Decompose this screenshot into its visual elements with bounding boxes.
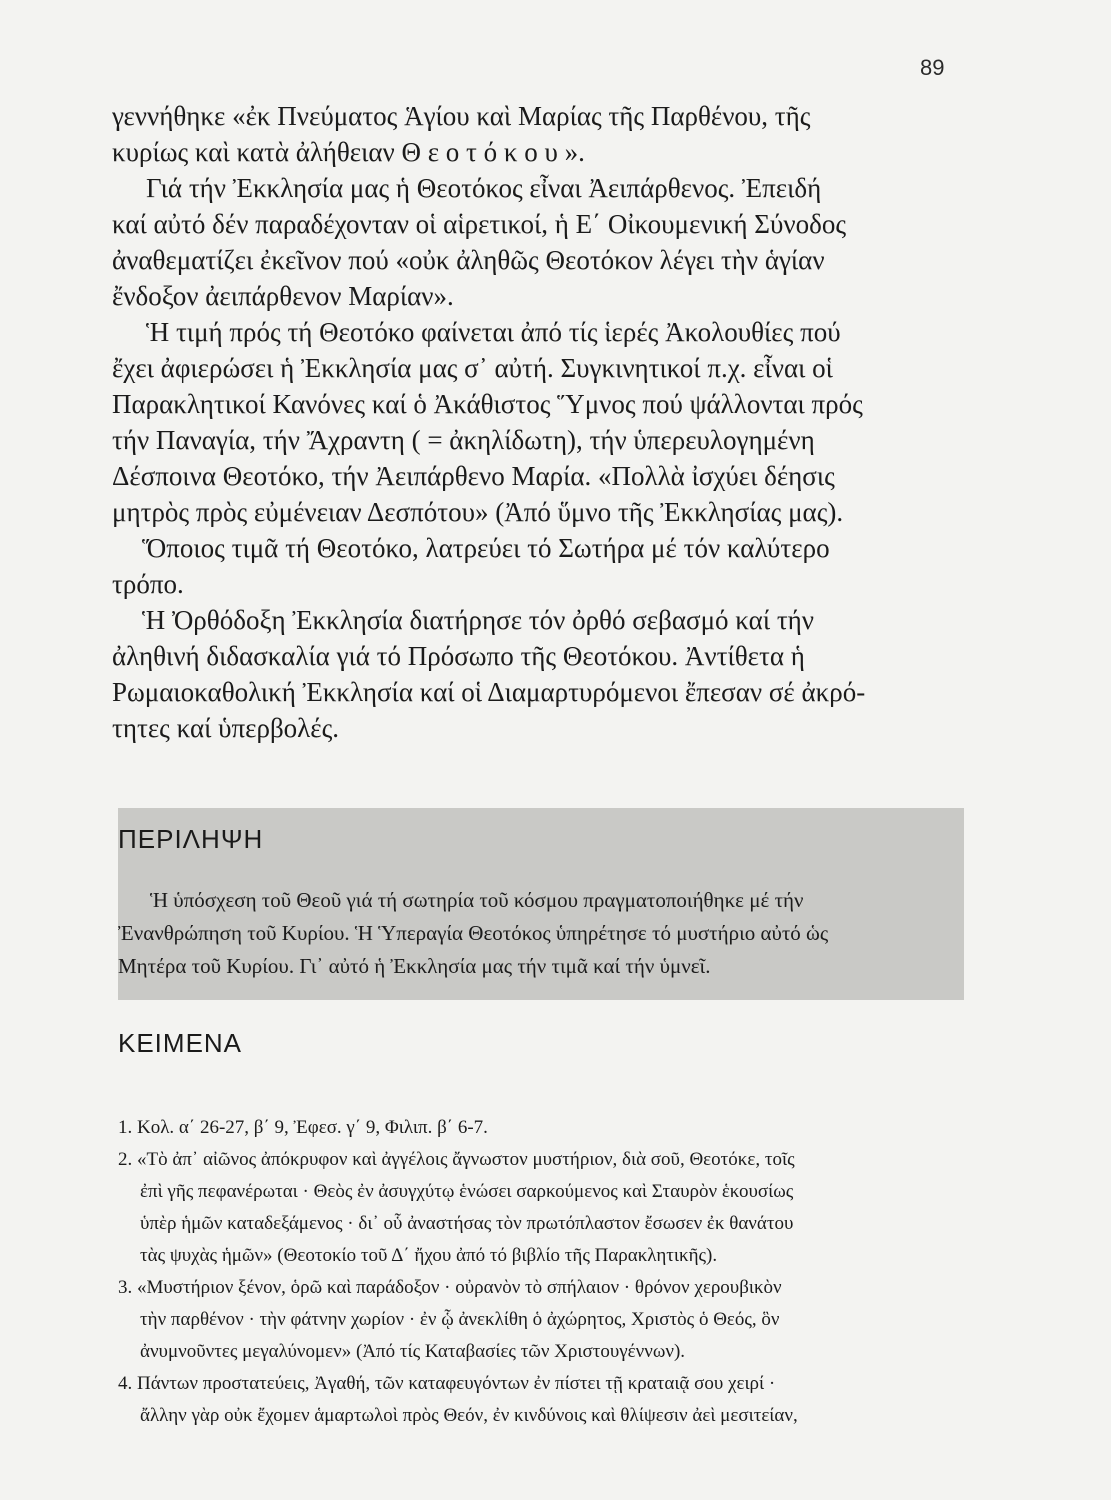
body-line: ἔχει ἀφιερώσει ἡ Ἐκκλησία μας σ᾿ αὐτή. Συγκινητικοί π.χ. εἶναι οἱ xyxy=(112,353,833,383)
summary-line: Ἐνανθρώπηση τοῦ Κυρίου. Ἡ Ὑπεραγία Θεοτόκος ὑπηρέτησε τό μυστήριο αὐτό ὡς xyxy=(118,921,829,945)
texts-list xyxy=(118,1112,968,1432)
note-line: ἐπὶ γῆς πεφανέρωται · Θεὸς ἐν ἀσυγχύτῳ ἑνώσει σαρκούμενος καὶ Σταυρὸν ἑκουσίως xyxy=(140,1181,794,1202)
note-line: 2. «Τὸ ἀπ᾿ αἰῶνος ἀπόκρυφον καὶ ἀγγέλοις ἄγνωστον μυστήριον, διὰ σοῦ, Θεοτόκε, τοῖς xyxy=(118,1149,795,1170)
note-line: 4. Πάντων προστατεύεις, Ἀγαθή, τῶν καταφευγόντων ἐν πίστει τῇ κραταιᾷ σου χειρί · xyxy=(118,1373,776,1394)
body-line: Ἡ Ὀρθόδοξη Ἐκκλησία διατήρησε τόν ὀρθό σεβασμό καί τήν xyxy=(142,605,815,635)
body-line: καί αὐτό δέν παραδέχονταν οἱ αἱρετικοί, ἡ Ε΄ Οἰκουμενική Σύνοδος xyxy=(112,209,847,239)
page-number: 89 xyxy=(920,55,945,80)
note-line: 3. «Μυστήριον ξένον, ὁρῶ καὶ παράδοξον · οὐρανὸν τὸ σπήλαιον · θρόνον χερουβικὸν xyxy=(118,1277,782,1298)
body-line: κυρίως καὶ κατὰ ἀλήθειαν Θ ε ο τ ό κ ο υ ». xyxy=(112,137,585,167)
summary-text xyxy=(118,884,964,983)
body-line: γεννήθηκε «ἐκ Πνεύματος Ἁγίου καὶ Μαρίας τῆς Παρθένου, τῆς xyxy=(112,101,811,131)
body-line: ἀληθινή διδασκαλία γιά τό Πρόσωπο τῆς Θεοτόκου. Ἀντίθετα ἡ xyxy=(112,641,805,671)
body-line: Ὅποιος τιμᾶ τή Θεοτόκο, λατρεύει τό Σωτήρα μέ τόν καλύτερο xyxy=(142,533,830,563)
body-text xyxy=(112,98,962,746)
note-line: τὰς ψυχὰς ἡμῶν» (Θεοτοκίο τοῦ Δ΄ ἤχου ἀπό τό βιβλίο τῆς Παρακλητικῆς). xyxy=(140,1245,718,1266)
body-line: ἔνδοξον ἀειπάρθενον Μαρίαν». xyxy=(112,281,454,311)
body-line: τητες καί ὑπερβολές. xyxy=(112,713,340,743)
summary-title: ΠΕΡΙΛΗΨΗ xyxy=(118,824,264,854)
summary-line: Μητέρα τοῦ Κυρίου. Γι᾿ αὐτό ἡ Ἐκκλησία μας τήν τιμᾶ καί τήν ὑμνεῖ. xyxy=(118,954,711,978)
summary-box xyxy=(118,808,964,1000)
body-line: Παρακλητικοί Κανόνες καί ὁ Ἀκάθιστος Ὕμνος πού ψάλλονται πρός xyxy=(112,389,863,419)
body-line: τήν Παναγία, τήν Ἄχραντη ( = ἀκηλίδωτη), τήν ὑπερευλογημένη xyxy=(112,425,815,455)
body-line: τρόπο. xyxy=(112,569,184,599)
note-line: 1. Κολ. α΄ 26-27, β΄ 9, Ἐφεσ. γ΄ 9, Φιλιπ. β΄ 6-7. xyxy=(118,1117,488,1138)
body-line: Ρωμαιοκαθολική Ἐκκλησία καί οἱ Διαμαρτυρόμενοι ἔπεσαν σέ ἀκρό- xyxy=(112,677,866,707)
note-line: ὑπὲρ ἡμῶν καταδεξάμενος · δι᾿ οὗ ἀναστήσας τὸν πρωτόπλαστον ἔσωσεν ἐκ θανάτου xyxy=(140,1213,794,1234)
texts-title: ΚΕΙΜΕΝΑ xyxy=(118,1028,243,1058)
body-line: Δέσποινα Θεοτόκο, τήν Ἀειπάρθενο Μαρία. «Πολλὰ ἰσχύει δέησις xyxy=(112,461,835,491)
summary-line: Ἡ ὑπόσχεση τοῦ Θεοῦ γιά τή σωτηρία τοῦ κόσμου πραγματοποιήθηκε μέ τήν xyxy=(150,888,804,912)
note-line: ἄλλην γὰρ οὐκ ἔχομεν ἁμαρτωλοὶ πρὸς Θεόν, ἐν κινδύνοις καὶ θλίψεσιν ἀεὶ μεσιτείαν, xyxy=(140,1405,798,1426)
note-line: τὴν παρθένον · τὴν φάτνην χωρίον · ἐν ᾧ ἀνεκλίθη ὁ ἀχώρητος, Χριστὸς ὁ Θεός, ὃν xyxy=(140,1309,780,1330)
body-line: Ἡ τιμή πρός τή Θεοτόκο φαίνεται ἀπό τίς ἱερές Ἀκολουθίες πού xyxy=(146,317,841,347)
body-line: ἀναθεματίζει ἐκεῖνον πού «οὐκ ἀληθῶς Θεοτόκον λέγει τὴν ἁγίαν xyxy=(112,245,825,275)
body-line: μητρὸς πρὸς εὐμένειαν Δεσπότου» (Ἀπό ὕμνο τῆς Ἐκκλησίας μας). xyxy=(112,497,844,527)
body-line: Γιά τήν Ἐκκλησία μας ἡ Θεοτόκος εἶναι Ἀειπάρθενος. Ἐπειδή xyxy=(146,173,822,203)
note-line: ἀνυμνοῦντες μεγαλύνομεν» (Ἀπό τίς Καταβασίες τῶν Χριστουγέννων). xyxy=(140,1341,686,1362)
